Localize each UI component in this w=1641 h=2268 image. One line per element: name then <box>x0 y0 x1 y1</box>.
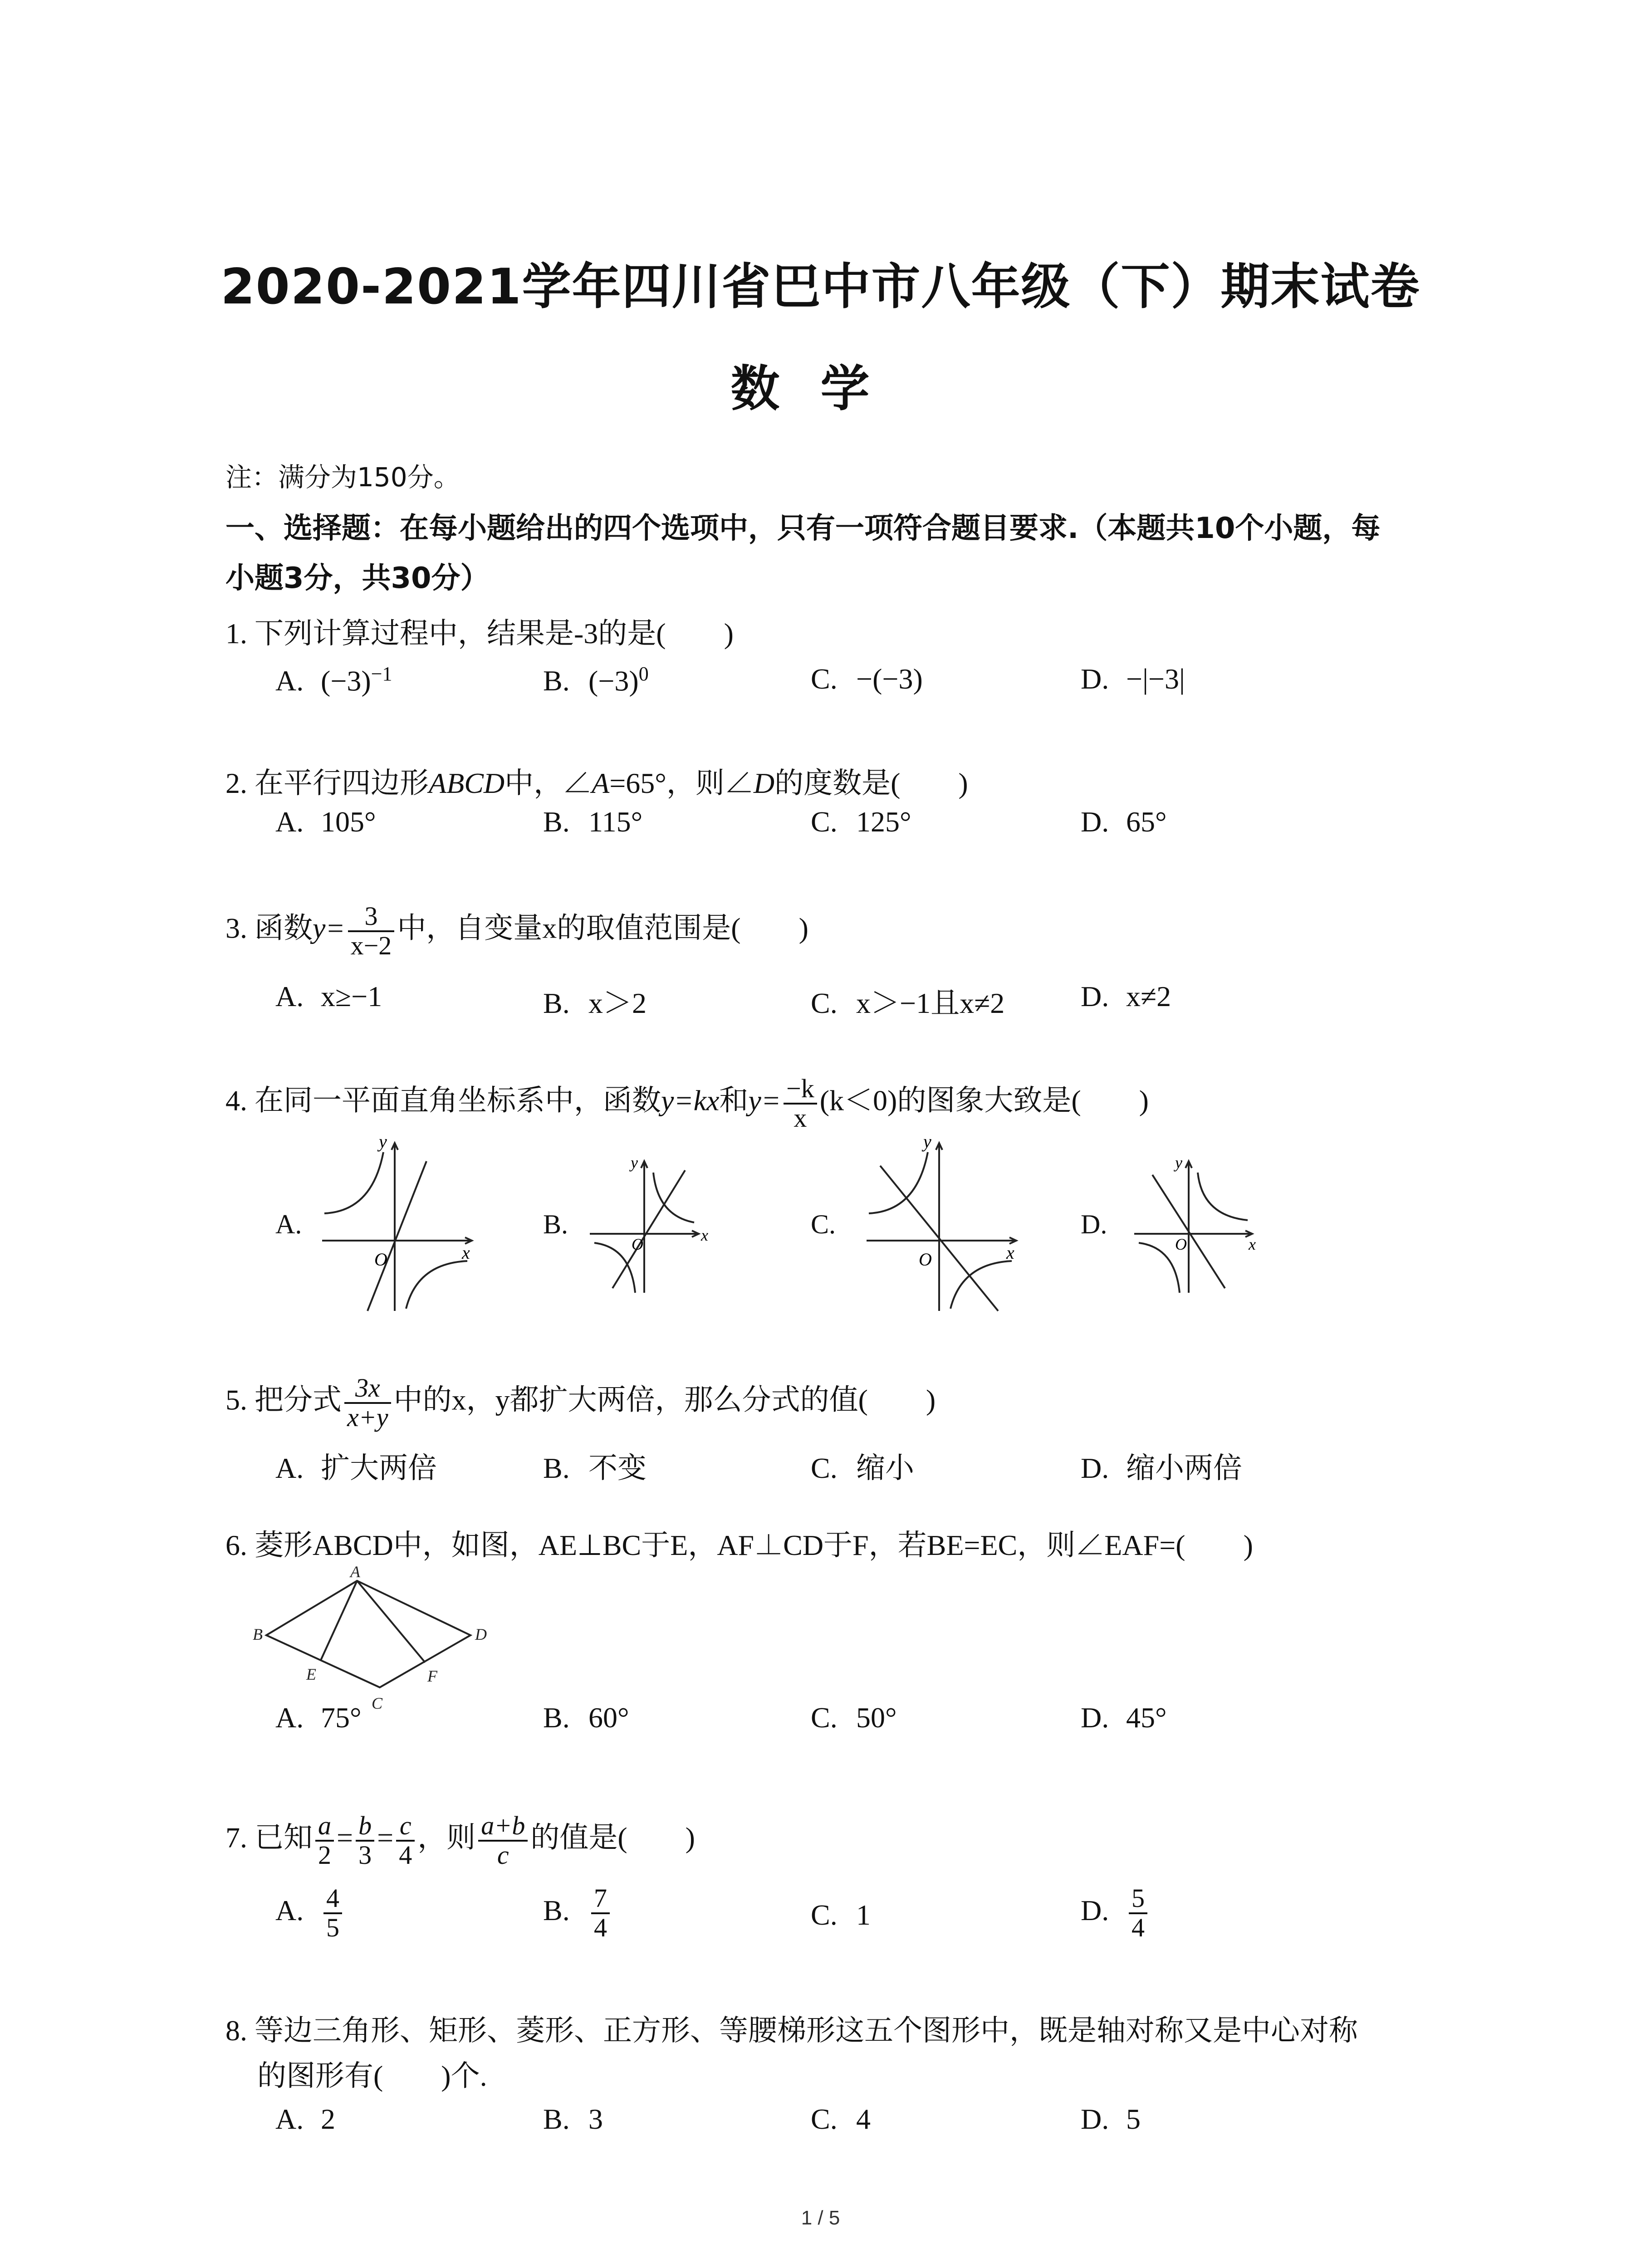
option-c: C. 50° <box>811 1701 897 1734</box>
option-c: C. −(−3) <box>811 663 923 695</box>
question-7-stem: 7. 已知 $\frac{a}{2}$ = $\frac{b}{3}$ = $\frac{c}{4}$ ，则 $\frac{a+b}{c}$ 的值是( ) <box>225 1811 695 1870</box>
axis-y-label: y <box>379 1134 387 1152</box>
axis-x-label: x <box>701 1226 708 1244</box>
axis-y-label: y <box>631 1154 638 1172</box>
option-a: A. 75° <box>275 1701 362 1734</box>
option-c-label: C. <box>811 1209 836 1239</box>
fraction-minus-k-over-x: $\frac{-k}{x}$ <box>784 1075 817 1132</box>
origin-label: O <box>919 1249 932 1270</box>
question-4-graph-options <box>0 1134 1641 1325</box>
axis-x-label: x <box>462 1242 470 1263</box>
option-c: C. x＞−1且x≠2 <box>811 987 1005 1019</box>
section-heading-line-2: 小题3分，共30分） <box>225 562 490 595</box>
option-b: B. $\frac{7}{4}$ <box>543 1885 612 1942</box>
option-b: B. x＞2 <box>543 987 647 1019</box>
vertex-d-label: D <box>475 1625 487 1643</box>
option-a: A. $(-3)^{-1}$ <box>275 663 392 697</box>
fraction-b-over-3: $\frac{b}{3}$ <box>356 1812 374 1869</box>
option-d: D. 65° <box>1081 806 1167 838</box>
option-d: D. −|−3| <box>1081 663 1185 695</box>
option-d: D. 45° <box>1081 1701 1167 1734</box>
option-a: A. 扩大两倍 <box>275 1452 437 1484</box>
option-b: B. $(-3)^0$ <box>543 663 649 697</box>
option-a: A. $\frac{4}{5}$ <box>275 1885 345 1942</box>
fraction-c-over-4: $\frac{c}{4}$ <box>396 1812 415 1869</box>
graph-option-d <box>1130 1148 1266 1297</box>
axis-x-label: x <box>1249 1235 1256 1253</box>
question-8-stem-line-1: 8. 等边三角形、矩形、菱形、正方形、等腰梯形这五个图形中，既是轴对称又是中心对称 <box>225 2014 1358 2047</box>
point-f-label: F <box>427 1667 437 1685</box>
section-heading <box>225 503 1464 603</box>
option-c: C. 1 <box>811 1899 871 1931</box>
point-e-label: E <box>306 1665 316 1683</box>
page-number: 1 / 5 <box>801 2207 840 2229</box>
question-1-stem: 1. 下列计算过程中，结果是-3的是( ) <box>225 617 734 650</box>
fraction-3-over-x-minus-2: $\frac{3}{x-2}$ <box>348 903 395 960</box>
option-a: A. 2 <box>275 2103 335 2135</box>
graph-option-a <box>318 1134 481 1315</box>
option-b: B. 60° <box>543 1701 629 1734</box>
option-a: A. 105° <box>275 806 376 838</box>
score-note: 注：满分为150分。 <box>225 462 460 493</box>
option-d: D. 5 <box>1081 2103 1141 2135</box>
question-5-stem: 5. 把分式 $\frac{3x}{x+y}$ 中的x，y都扩大两倍，那么分式的值( ) <box>225 1373 936 1432</box>
vertex-c-label: C <box>372 1694 383 1712</box>
question-8-stem-line-2: 的图形有( )个. <box>257 2060 487 2092</box>
option-c: C. 4 <box>811 2103 871 2135</box>
option-b: B. 不变 <box>543 1452 647 1484</box>
question-3-stem: 3. 函数y= $\frac{3}{x-2}$ 中，自变量x的取值范围是( ) <box>225 901 808 960</box>
origin-label: O <box>374 1249 387 1270</box>
option-d: D. x≠2 <box>1081 980 1171 1012</box>
fraction-3x-over-x-plus-y: $\frac{3x}{x+y}$ <box>344 1374 391 1432</box>
vertex-b-label: B <box>253 1625 263 1643</box>
question-4-stem: 4. 在同一平面直角坐标系中，函数y=kx和y= $\frac{-k}{x}$ (k＜0)的图象大致是( ) <box>225 1074 1149 1133</box>
option-b-label: B. <box>543 1209 568 1239</box>
option-c: C. 缩小 <box>811 1452 914 1484</box>
question-2-stem: 2. 在平行四边形ABCD中，∠A=65°，则∠D的度数是( ) <box>225 767 968 799</box>
option-d: D. 缩小两倍 <box>1081 1452 1242 1484</box>
origin-label: O <box>632 1235 643 1253</box>
axis-y-label: y <box>1175 1154 1182 1172</box>
option-d: D. $\frac{5}{4}$ <box>1081 1885 1150 1942</box>
axis-y-label: y <box>923 1134 931 1152</box>
axis-x-label: x <box>1006 1242 1014 1263</box>
graph-option-b <box>585 1148 721 1297</box>
exam-subject: 数学 <box>730 361 911 417</box>
vertex-a-label: A <box>350 1563 360 1581</box>
option-c: C. 125° <box>811 806 911 838</box>
question-6-stem: 6. 菱形ABCD中，如图，AE⊥BC于E，AF⊥CD于F，若BE=EC，则∠EAF=( ) <box>225 1529 1253 1561</box>
fraction-a-plus-b-over-c: $\frac{a+b}{c}$ <box>478 1812 528 1869</box>
option-b: B. 115° <box>543 806 643 838</box>
graph-option-c <box>862 1134 1025 1315</box>
section-heading-line-1: 一、选择题：在每小题给出的四个选项中，只有一项符合题目要求.（本题共10个小题，每 <box>225 512 1381 545</box>
option-b: B. 3 <box>543 2103 603 2135</box>
fraction-a-over-2: $\frac{a}{2}$ <box>315 1812 334 1869</box>
option-d-label: D. <box>1081 1209 1107 1239</box>
rhombus-figure <box>253 1563 493 1712</box>
option-a-label: A. <box>275 1209 302 1239</box>
option-a: A. x≥−1 <box>275 980 382 1012</box>
origin-label: O <box>1175 1235 1187 1253</box>
exam-title: 2020-2021学年四川省巴中市八年级（下）期末试卷 <box>220 259 1421 315</box>
